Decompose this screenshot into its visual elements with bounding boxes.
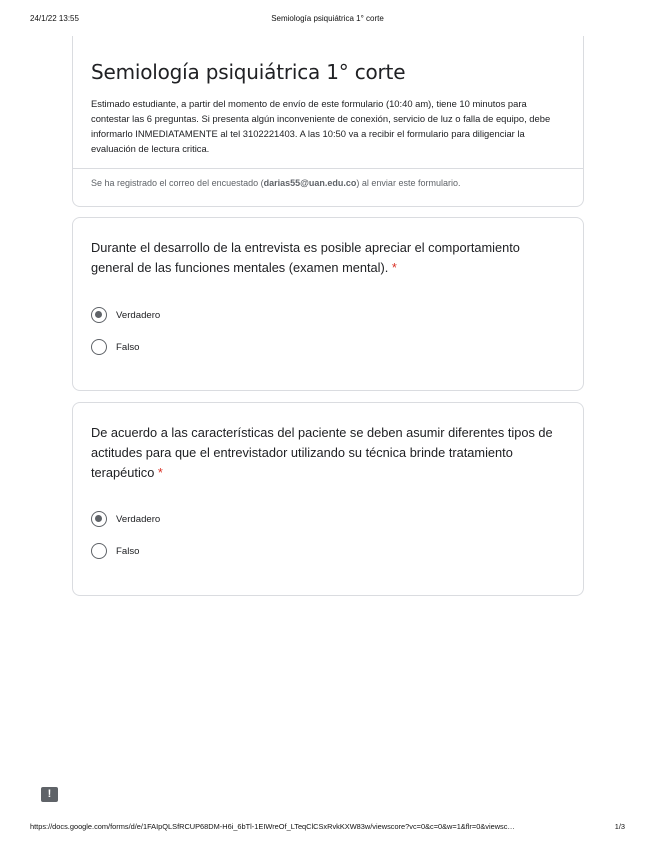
- radio-option-verdadero[interactable]: [91, 510, 160, 528]
- print-header: [30, 14, 625, 26]
- question-text: [91, 423, 565, 483]
- radio-button[interactable]: [91, 543, 107, 559]
- form-header-card: [72, 36, 584, 207]
- radio-button[interactable]: [91, 339, 107, 355]
- question-text: [91, 238, 565, 278]
- question-label: Durante el desarrollo de la entrevista es posible apreciar el comportamiento general de las funciones mentales (examen mental).: [91, 240, 520, 275]
- print-footer: [30, 822, 625, 834]
- radio-option-falso[interactable]: [91, 338, 139, 356]
- required-mark: *: [391, 260, 397, 275]
- question-label: De acuerdo a las características del paciente se deben asumir diferentes tipos de actitudes para que el entrevistador utilizando su técnica brinde tratamiento terapéutico: [91, 425, 553, 480]
- radio-button-checked[interactable]: [91, 307, 107, 323]
- option-label: Verdadero: [116, 309, 161, 321]
- option-label: Verdadero: [116, 513, 161, 525]
- radio-option-falso[interactable]: [91, 542, 139, 560]
- divider: [73, 168, 583, 169]
- question-card: [72, 217, 584, 391]
- email-collected-note: [91, 178, 460, 188]
- radio-button-checked[interactable]: [91, 511, 107, 527]
- report-icon[interactable]: !: [41, 787, 58, 802]
- required-mark: *: [157, 465, 163, 480]
- print-page-title: Semiología psiquiátrica 1° corte: [271, 14, 384, 23]
- respondent-email: darias55@uan.edu.co: [263, 178, 357, 188]
- print-url: https://docs.google.com/forms/d/e/1FAIpQLSfRCUP68DM-H6i_6bTl-1EIWreOf_LTeqClCSxRvkKXW83w/viewscore?vc=0&c=0&w=1&flr=0&viewsc…: [30, 822, 515, 831]
- page-number: 1/3: [614, 822, 625, 831]
- email-note-suffix: ) al enviar este formulario.: [356, 178, 461, 188]
- radio-option-verdadero[interactable]: [91, 306, 160, 324]
- option-label: Falso: [116, 545, 140, 557]
- option-label: Falso: [116, 341, 140, 353]
- form-title: Semiología psiquiátrica 1° corte: [91, 60, 406, 84]
- question-card: [72, 402, 584, 596]
- email-note-prefix: Se ha registrado el correo del encuestado (: [91, 178, 264, 188]
- form-description: Estimado estudiante, a partir del momento de envío de este formulario (10:40 am), tiene 10 minutos para contestar las 6 preguntas. Si presenta algún inconveniente de conexión, servicio de luz o falla de equipo, debe informarlo INMEDIATAMENTE al tel 3102221403. A las 10:50 va a recibir el formulario para diligenciar la evaluación de lectura critica.: [91, 98, 551, 154]
- print-date: 24/1/22 13:55: [30, 14, 79, 23]
